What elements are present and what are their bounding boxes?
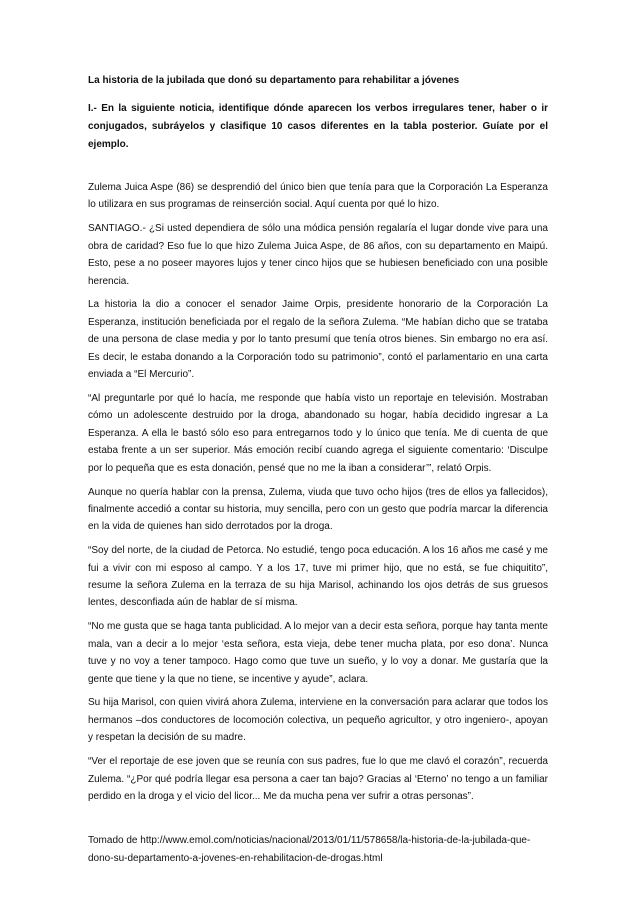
article-paragraph: La historia la dio a conocer el senador Jaime Orpis, presidente honorario de la Corporación La Esperanza, institución beneficiada por el regalo de la señora Zulema. “Me habían dicho que se trataba de una persona de clase media y por lo tanto presumí que tenía otros bienes. Sin embargo no era así. Es decir, le estaba donando a la Corporación todo su patrimonio”, contó el parlamentario en una carta enviada a “El Mercurio”. (88, 299, 548, 381)
article-lead-paragraph: Zulema Juica Aspe (86) se desprendió del único bien que tenía para que la Corporación La Esperanza lo utilizara en sus programas de reinserción social. Aquí cuenta por qué lo hizo. (88, 182, 548, 211)
article-paragraph: SANTIAGO.- ¿Si usted dependiera de sólo una módica pensión regalaría el lugar donde vive para una obra de caridad? Eso fue lo que hizo Zulema Juica Aspe, de 86 años, con su departamento en Maipú. Esto, pese a no poseer mayores lujos y tener cinco hijos que se hubiesen beneficiado con una posible herencia. (88, 223, 548, 287)
exercise-instructions: I.- En la siguiente noticia, identifique dónde aparecen los verbos irregulares tener, haber o ir conjugados, subráyelos y clasifique 10 casos diferentes en la tabla posterior. Guíate por el ejemplo. (88, 103, 548, 150)
article-paragraph: “No me gusta que se haga tanta publicidad. A lo mejor van a decir esta señora, porque hay tanta mente mala, van a decir a lo mejor ‘esta señora, esta vieja, debe tener mucha plata, por eso dona’. Nunca tuve y no voy a tener tampoco. Hago como que tuve un sueño, y lo voy a donar. Me gustaría que la gente que tiene y la que no tiene, se incentive y ayude”, aclara. (88, 621, 548, 685)
source-citation: Tomado de http://www.emol.com/noticias/nacional/2013/01/11/578658/la-historia-de-la-jubilada-que-dono-su-departamento-a-jovenes-en-rehabilitacion-de-drogas.html (88, 835, 531, 864)
article-paragraph: Aunque no quería hablar con la prensa, Zulema, viuda que tuvo ocho hijos (tres de ellos ya fallecidos), finalmente accedió a contar su historia, muy sencilla, pero con un gesto que podría marcar la diferencia en la vida de quienes han sido derrotados por la droga. (88, 486, 548, 533)
document-page (88, 74, 548, 812)
article-paragraph: Su hija Marisol, con quien vivirá ahora Zulema, interviene en la conversación para aclarar que todos los hermanos –dos conductores de locomoción colectiva, un pequeño agricultor, y otro ingeniero-, apoyan y respetan la decisión de su madre. (88, 697, 548, 744)
article-paragraph: “Ver el reportaje de ese joven que se reunía con sus padres, fue lo que me clavó el corazón”, recuerda Zulema. “¿Por qué podría llegar esa persona a caer tan bajo? Gracias al ‘Eterno’ no tengo a un familiar perdido en la droga y el vicio del licor... Me da mucha pena ver sufrir a otras personas”. (88, 756, 548, 802)
article-paragraph: “Al preguntarle por qué lo hacía, me responde que había visto un reportaje en televisión. Mostraban cómo un adolescente destruido por la droga, abandonado su hogar, había decidido ingresar a La Esperanza. A ella le bastó sólo eso para entregarnos todo y lo único que tenía. Me di cuenta de que estaba frente a un ser superior. Más emoción recibí cuando agrega el siguiente comentario: ‘Disculpe por lo pequeña que es esta donación, pensé que no me la iban a considerar’”, relató Orpis. (88, 392, 548, 474)
document-title: La historia de la jubilada que donó su departamento para rehabilitar a jóvenes (88, 75, 460, 86)
article-paragraph: “Soy del norte, de la ciudad de Petorca. No estudié, tengo poca educación. A los 16 años me casé y me fui a vivir con mi esposo al campo. Y a los 17, tuve mi primer hijo, que no está, se fue chiquitito”, resume la señora Zulema en la terraza de su hija Marisol, achinando los ojos detrás de sus gruesos lentes, desconfiada aún de hablar de sí misma. (88, 545, 548, 609)
